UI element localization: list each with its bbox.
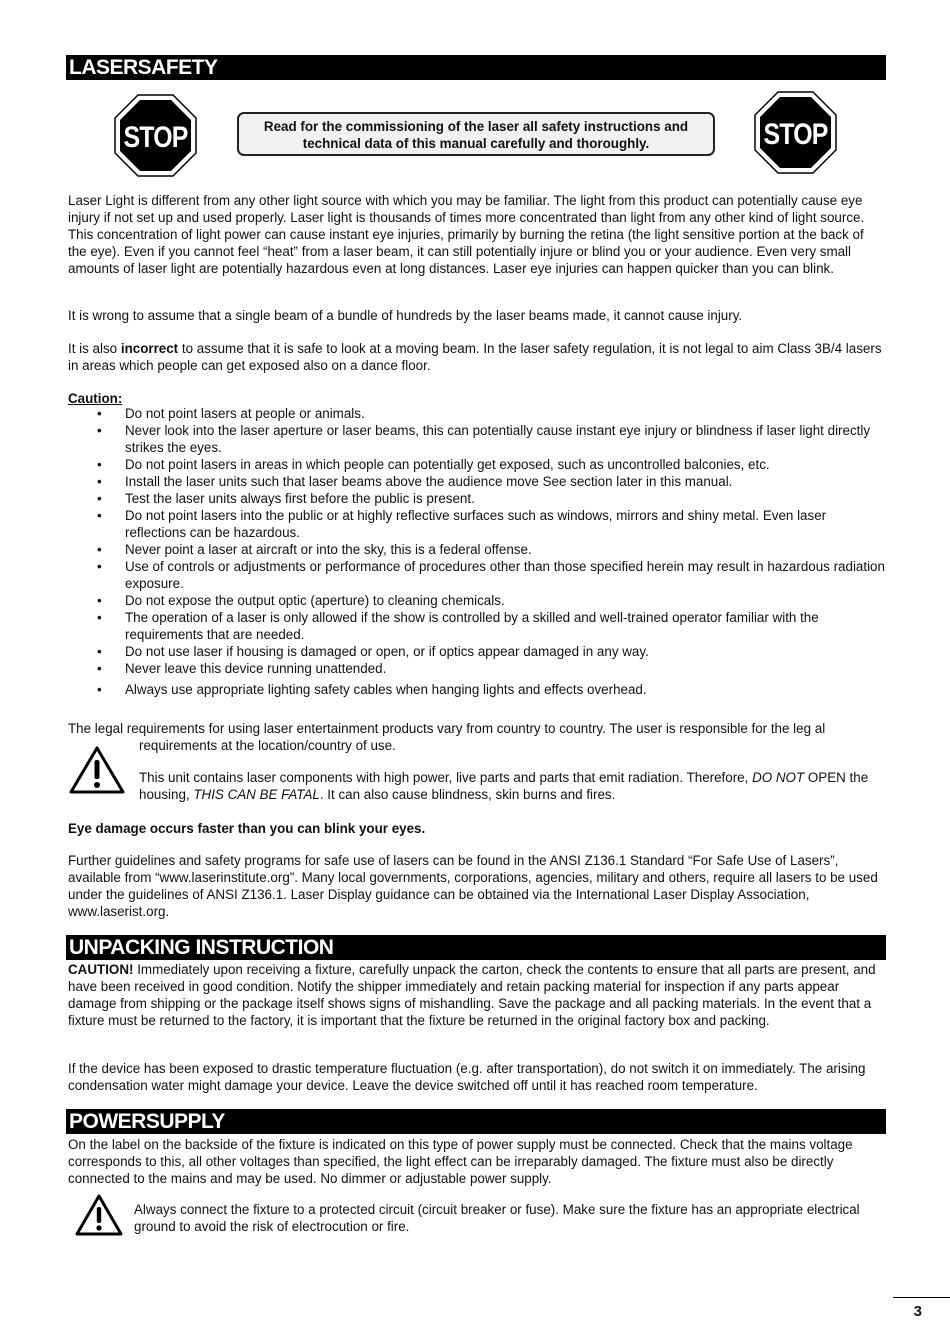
legal-requirements-continued: requirements at the location/country of use. — [139, 738, 396, 753]
stop-sign-label-right: STOP — [763, 118, 828, 151]
caution-list — [68, 405, 886, 698]
list-item: • Test the laser units always first before the public is present. — [68, 490, 886, 507]
paragraph-incorrect-assumption: It is also incorrect to assume that it is safe to look at a moving beam. In the laser safety regulation, it is not legal to aim Class 3B/4 lasers in areas which people can get exposed also on a dance floor. — [68, 341, 882, 373]
warning-housing-text: This unit contains laser components with high power, live parts and parts that emit radiation. Therefore, DO NOT OPEN the housing, THIS CAN BE FATAL. It can also cause blindness, skin burns and fires. — [139, 770, 869, 802]
eye-damage-statement: Eye damage occurs faster than you can blink your eyes. — [68, 821, 426, 836]
warning-triangle-icon — [75, 1194, 123, 1236]
guidelines-paragraph: Further guidelines and safety programs for safe use of lasers can be found in the ANSI Z136.1 Standard “For Safe Use of Lasers”, available from “www.laserinstitute.org”. Many local governments, corporations, agencies, military and others, require all lasers to be used under the guidelines of ANSI Z136.1. Laser Display guidance can be obtained via the International Laser Display Association, www.laserist.org. — [68, 853, 878, 919]
list-item: • Use of controls or adjustments or performance of procedures other than those specified herein may result in hazardous radiation exposure. — [68, 558, 886, 592]
warning-triangle-icon — [69, 746, 125, 794]
legal-requirements-line: The legal requirements for using laser entertainment products vary from country to country. The user is responsible for the leg al — [68, 721, 826, 736]
safety-notice-box: Read for the commissioning of the laser all safety instructions and technical data of this manual carefully and thoroughly. — [237, 112, 715, 156]
temperature-paragraph: If the device has been exposed to drastic temperature fluctuation (e.g. after transportation), do not switch it on immediately. The arising condensation water might damage your device. Leave the device switched off until it has reached room temperature. — [68, 1061, 866, 1093]
section-header-unpacking: UNPACKING INSTRUCTION — [66, 935, 886, 960]
incorrect-emphasis: incorrect — [120, 341, 179, 356]
list-item: • Do not point lasers in areas in which people can potentially get exposed, such as uncontrolled balconies, etc. — [68, 456, 886, 473]
section-header-power-supply: POWERSUPPLY — [66, 1109, 886, 1134]
stop-sign-label-left: STOP — [123, 121, 188, 154]
list-item: • The operation of a laser is only allowed if the show is controlled by a skilled and well-trained operator familiar with the requirements that are needed. — [68, 609, 886, 643]
list-item: • Do not use laser if housing is damaged or open, or if optics appear damaged in any way. — [68, 643, 886, 660]
list-item: • Always use appropriate lighting safety cables when hanging lights and effects overhead. — [68, 681, 886, 698]
page-number: 3 — [913, 1303, 922, 1320]
list-item: • Never leave this device running unattended. — [68, 660, 886, 677]
stop-sign-icon — [114, 94, 197, 177]
list-item: • Install the laser units such that laser beams above the audience move See section later in this manual. — [68, 473, 886, 490]
list-item: • Never point a laser at aircraft or into the sky, this is a federal offense. — [68, 541, 886, 558]
list-item: • Do not point lasers into the public or at highly reflective surfaces such as windows, mirrors and shiny metal. Even laser reflections can be hazardous. — [68, 507, 886, 541]
unpacking-paragraph: CAUTION! Immediately upon receiving a fixture, carefully unpack the carton, check the contents to ensure that all parts are present, and have been received in good condition. Notify the shipper immediately and retain packing material for inspection if any parts appear damage from shipping or the package itself shows signs of mishandling. Save the package and all packing materials. In the event that a fixture must be returned to the factory, it is important that the fixture be returned in the original factory box and packing. — [68, 962, 876, 1028]
intro-paragraph: Laser Light is different from any other light source with which you may be familiar. The light from this product can potentially cause eye injury if not set up and used properly. Laser light is thousands of times more concentrated than light from any other kind of light source. This concentration of light power can cause instant eye injuries, primarily by burning the retina (the light sensitive portion at the back of the eye). Even if you cannot feel “heat” from a laser beam, it can still potentially injure or blind you or your audience. Even very small amounts of laser light are potentially hazardous even at long distances. Laser eye injuries can happen quicker than you can blink. — [68, 193, 865, 276]
stop-sign-icon — [754, 91, 837, 174]
power-supply-paragraph: On the label on the backside of the fixture is indicated on this type of power supply must be connected. Check that the mains voltage corresponds to this, all other voltages than specified, the light effect can be irreparably damaged. The fixture must also be directly connected to the mains and may be used. No dimmer or adjustable power supply. — [68, 1137, 853, 1186]
section-header-laser-safety: LASERSAFETY — [66, 55, 886, 80]
list-item: • Do not point lasers at people or animals. — [68, 405, 886, 422]
list-item: • Never look into the laser aperture or laser beams, this can potentially cause instant eye injury or blindness if laser light directly strikes the eyes. — [68, 422, 886, 456]
list-item: • Do not expose the output optic (aperture) to cleaning chemicals. — [68, 592, 886, 609]
power-warning-text: Always connect the fixture to a protected circuit (circuit breaker or fuse). Make sure the fixture has an appropriate electrical ground to avoid the risk of electrocution or fire. — [134, 1202, 860, 1234]
caution-heading: Caution: — [68, 391, 123, 406]
page-number-rule — [893, 1297, 950, 1298]
unpacking-caution-label: CAUTION! — [68, 962, 134, 977]
paragraph-wrong-assumption: It is wrong to assume that a single beam of a bundle of hundreds by the laser beams made, it cannot cause injury. — [68, 308, 743, 323]
